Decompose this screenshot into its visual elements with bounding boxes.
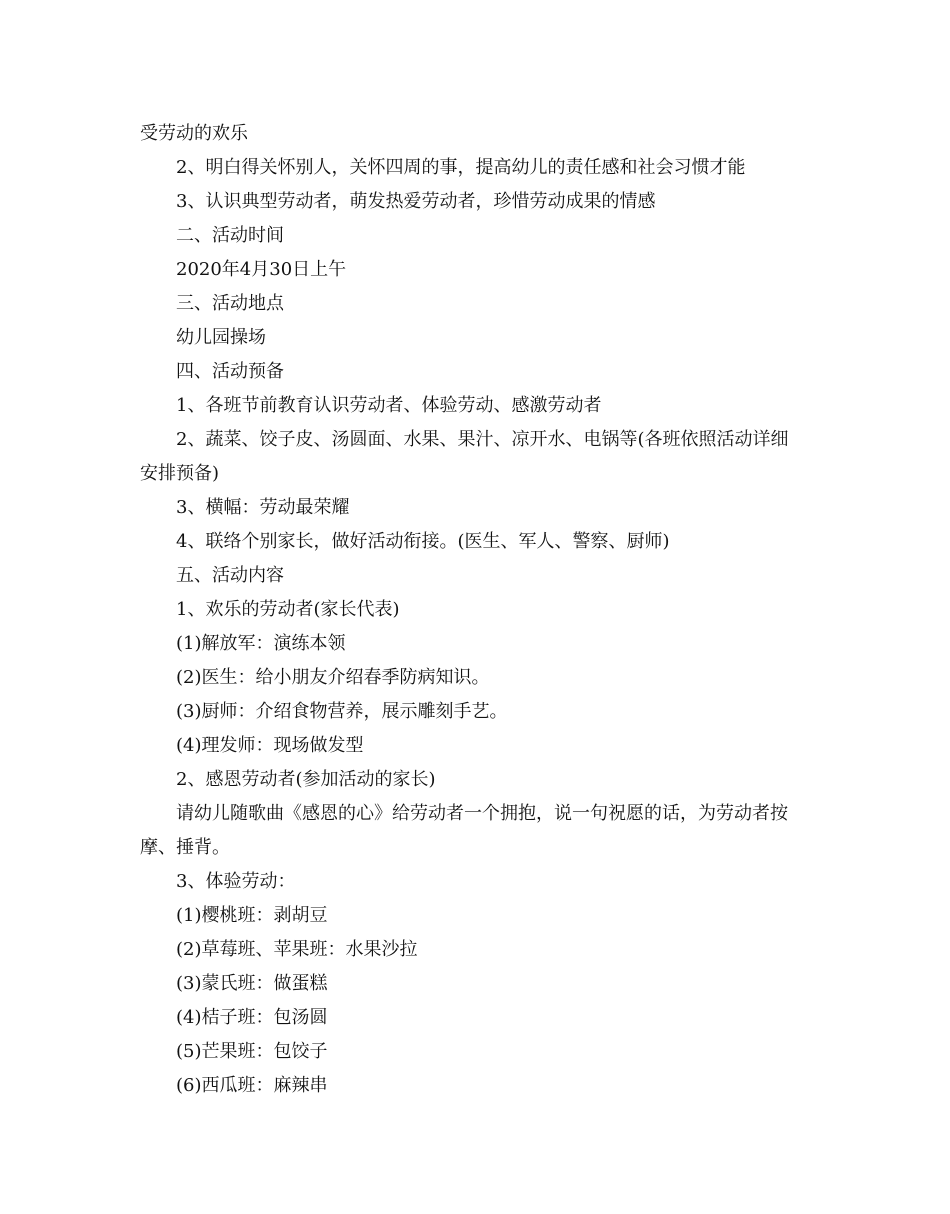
text-line: 四、活动预备 <box>176 361 284 382</box>
text-line: (3)蒙氏班：做蛋糕 <box>176 973 328 994</box>
text-line: 2、蔬菜、饺子皮、汤圆面、水果、果汁、凉开水、电锅等(各班依照活动详细 <box>176 429 789 450</box>
text-line: 3、体验劳动： <box>176 871 296 892</box>
text-line: 1、欢乐的劳动者(家长代表) <box>176 599 400 620</box>
text-line: 五、活动内容 <box>176 565 284 586</box>
text-line: (2)医生：给小朋友介绍春季防病知识。 <box>176 667 490 688</box>
text-line: 3、横幅：劳动最荣耀 <box>176 497 350 518</box>
text-line: (5)芒果班：包饺子 <box>176 1041 328 1062</box>
text-line: 三、活动地点 <box>176 293 284 314</box>
text-line: 4、联络个别家长，做好活动衔接。(医生、军人、警察、厨师) <box>176 531 670 552</box>
text-line: (1)解放军：演练本领 <box>176 633 346 654</box>
text-line: (2)草莓班、苹果班：水果沙拉 <box>176 939 418 960</box>
text-line: (4)理发师：现场做发型 <box>176 735 364 756</box>
text-line: 请幼儿随歌曲《感恩的心》给劳动者一个拥抱，说一句祝愿的话，为劳动者按 <box>176 803 788 824</box>
text-line: 安排预备) <box>140 463 220 484</box>
text-line: (6)西瓜班：麻辣串 <box>176 1075 328 1096</box>
text-line: 摩、捶背。 <box>140 837 230 858</box>
document-body <box>140 117 820 1103</box>
text-line: 1、各班节前教育认识劳动者、体验劳动、感激劳动者 <box>176 395 602 416</box>
text-line: 幼儿园操场 <box>176 327 266 348</box>
text-line: 2020年4月30日上午 <box>176 259 347 280</box>
text-line: 2、感恩劳动者(参加活动的家长) <box>176 769 436 790</box>
text-line: 受劳动的欢乐 <box>140 123 248 144</box>
text-line: (4)桔子班：包汤圆 <box>176 1007 328 1028</box>
text-line: 2、明白得关怀别人，关怀四周的事，提高幼儿的责任感和社会习惯才能 <box>176 157 746 178</box>
text-line: 二、活动时间 <box>176 225 284 246</box>
text-line: 3、认识典型劳动者，萌发热爱劳动者，珍惜劳动成果的情感 <box>176 191 656 212</box>
text-line: (1)樱桃班：剥胡豆 <box>176 905 328 926</box>
text-line: (3)厨师：介绍食物营养，展示雕刻手艺。 <box>176 701 508 722</box>
